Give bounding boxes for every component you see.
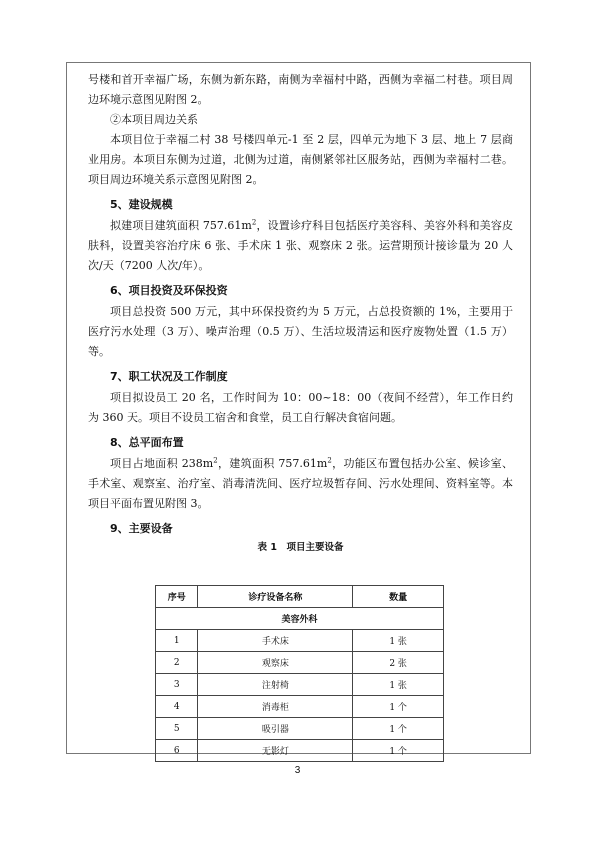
section-label: 美容外科 bbox=[156, 608, 444, 630]
heading-equipment: 9、主要设备 bbox=[110, 522, 173, 535]
superscript: 2 bbox=[213, 456, 218, 465]
cell-name: 注射椅 bbox=[198, 674, 353, 696]
header-index: 序号 bbox=[156, 586, 198, 608]
table-header-row bbox=[156, 586, 444, 608]
table-row bbox=[156, 718, 444, 740]
cell-quantity: 1 个 bbox=[353, 740, 444, 762]
cell-index: 2 bbox=[156, 652, 198, 674]
header-equipment-name: 诊疗设备名称 bbox=[198, 586, 353, 608]
heading-investment: 6、项目投资及环保投资 bbox=[110, 284, 228, 297]
paragraph-surroundings-continued: 号楼和首开幸福广场，东侧为新东路，南侧为幸福村中路，西侧为幸福二村巷。项目周边环境示意图见附图 2。 bbox=[88, 73, 513, 106]
table-row bbox=[156, 674, 444, 696]
cell-name: 手术床 bbox=[198, 630, 353, 652]
text-fragment: ，建筑面积 757.61m bbox=[217, 457, 328, 470]
page-number: 3 bbox=[294, 765, 301, 776]
heading-construction-scale: 5、建设规模 bbox=[110, 198, 173, 211]
heading-layout: 8、总平面布置 bbox=[110, 436, 184, 449]
cell-quantity: 1 个 bbox=[353, 718, 444, 740]
equipment-table bbox=[155, 585, 444, 762]
table-caption: 表 1 项目主要设备 bbox=[257, 542, 344, 553]
header-quantity: 数量 bbox=[353, 586, 444, 608]
document-body bbox=[88, 70, 513, 556]
superscript: 2 bbox=[327, 456, 332, 465]
paragraph-construction-scale bbox=[88, 216, 513, 276]
paragraph-investment: 项目总投资 500 万元，其中环保投资约为 5 万元，占总投资额的 1%，主要用于医疗污水处理（3 万）、噪声治理（0.5 万）、生活垃圾清运和医疗废物处置（1.5 万）等。 bbox=[88, 305, 513, 358]
cell-name: 观察床 bbox=[198, 652, 353, 674]
superscript: 2 bbox=[251, 218, 257, 227]
cell-quantity: 1 个 bbox=[353, 696, 444, 718]
cell-name: 消毒柜 bbox=[198, 696, 353, 718]
paragraph-layout bbox=[88, 454, 513, 514]
cell-quantity: 1 张 bbox=[353, 674, 444, 696]
cell-index: 1 bbox=[156, 630, 198, 652]
cell-index: 5 bbox=[156, 718, 198, 740]
table-row bbox=[156, 630, 444, 652]
cell-index: 4 bbox=[156, 696, 198, 718]
subheading-surrounding-relations: ②本项目周边关系 bbox=[110, 113, 198, 126]
text-fragment: 拟建项目建筑面积 757.61m bbox=[110, 219, 252, 232]
cell-index: 3 bbox=[156, 674, 198, 696]
cell-name: 吸引器 bbox=[198, 718, 353, 740]
text-fragment: ，设置诊疗科目包括医疗美容科、美容外科和美容皮肤科，设置美容治疗床 6 张、手术床 1 张、观察床 2 张。运营期预计接诊量为 20 人次/天（7200 人次/年）。 bbox=[88, 219, 513, 272]
paragraph-surrounding-relations: 本项目位于幸福二村 38 号楼四单元-1 至 2 层，四单元为地下 3 层、地上 7 层商业用房。本项目东侧为过道，北侧为过道，南侧紧邻社区服务站，西侧为幸福村二巷。项目周边环境关系示意图见附图 2。 bbox=[88, 133, 513, 186]
cell-quantity: 1 张 bbox=[353, 630, 444, 652]
table-row bbox=[156, 740, 444, 762]
cell-name: 无影灯 bbox=[198, 740, 353, 762]
text-fragment: 项目占地面积 238m bbox=[110, 457, 214, 470]
table-row bbox=[156, 696, 444, 718]
table-row bbox=[156, 652, 444, 674]
cell-index: 6 bbox=[156, 740, 198, 762]
text-fragment: ，功能区布置包括办公室、候诊室、手术室、观察室、治疗室、消毒清洗间、医疗垃圾暂存间、污水处理间、资料室等。本项目平面布置见附图 3。 bbox=[88, 457, 513, 510]
table-section-row bbox=[156, 608, 444, 630]
paragraph-staffing: 项目拟设员工 20 名，工作时间为 10：00~18：00（夜间不经营），年工作日约为 360 天。项目不设员工宿舍和食堂，员工自行解决食宿问题。 bbox=[88, 391, 513, 424]
heading-staffing: 7、职工状况及工作制度 bbox=[110, 370, 228, 383]
cell-quantity: 2 张 bbox=[353, 652, 444, 674]
